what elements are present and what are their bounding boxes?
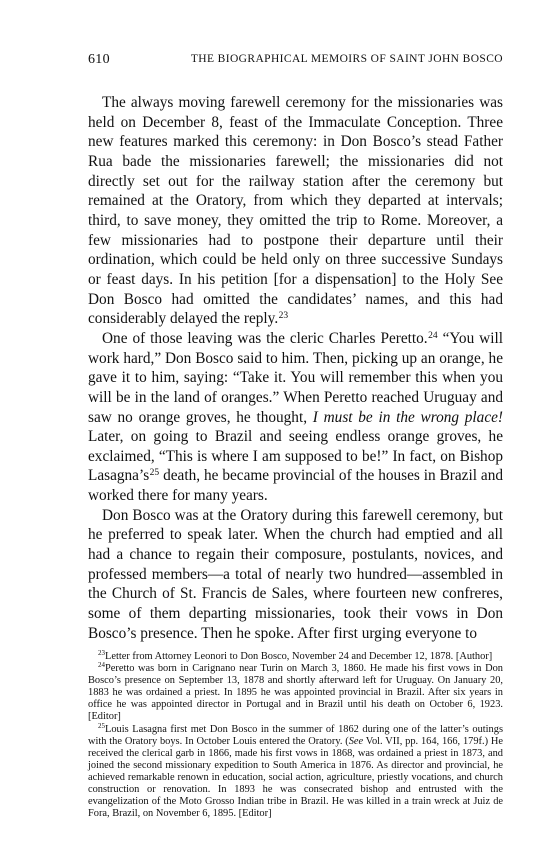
footnote-text: Peretto was born in Carignano near Turin on March 3, 1860. He made his first vows in Don Bosco’s presence on September 13, 1878 and shortly afterward left for Uruguay. On January 20, 1883 he was ordained a priest. In 1895 he was appointed provincial in Brazil. After six years in office he was appointed director in Portugal and in Brazil until his death on October 6, 1923. [Editor] [88, 663, 503, 723]
footnote-text: Letter from Attorney Leonori to Don Bosco, November 24 and December 12, 1878. [Author] [105, 651, 493, 662]
paragraph-peretto [88, 329, 503, 506]
footnote-ref-24: 24 [428, 330, 438, 341]
footnote-24 [88, 663, 503, 723]
paragraph-text: death, he became provincial of the houses in Brazil and worked there for many years. [88, 467, 503, 505]
footnote-number: 25 [98, 721, 105, 730]
main-text [88, 93, 503, 643]
footnote-number: 23 [98, 649, 105, 658]
paragraph-farewell-ceremony [88, 93, 503, 329]
footnote-23 [88, 651, 503, 663]
paragraph-text: The always moving farewell ceremony for the missionaries was held on December 8, feast of the Immaculate Conception. Three new features marked this ceremony: in Don Bosco’s stead Father Rua bade the missionaries farewell; the missionaries did not directly set out for the railway station after the ceremony but remained at the Oratory, from which they departed at intervals; third, to save money, they omitted the trip to Rome. Moreover, a few missionaries had to postpone their departure until their ordination, which could be held only on three successive Sundays or feast days. In his petition [for a dispensation] to the Holy See Don Bosco had omitted the candidates’ names, and this had considerably delayed the reply. [88, 94, 503, 328]
footnotes [88, 651, 503, 820]
paragraph-vows [88, 506, 503, 644]
paragraph-text: Don Bosco was at the Oratory during this farewell ceremony, but he preferred to speak later. When the church had emptied and all had a chance to regain their composure, postulants, novices, and professed members—a total of nearly two hundred—assembled in the Church of St. Francis de Sales, where fourteen new confreres, some of them departing missionaries, took their vows in Don Bosco’s presence. Then he spoke. After first urging everyone to [88, 506, 503, 642]
footnote-ref-25: 25 [149, 468, 160, 479]
footnote-text: Vol. VII, pp. 164, 166, 179f.) He received the clerical garb in 1866, made his first vows in 1868, was ordained a priest in 1873, and joined the second missionary expedition to South America in 1876. As director and provincial, he achieved remarkable renown in education, social action, agriculture, priestly vocations, and church construction or renovation. In 1893 he was consecrated bishop and entrusted with the evangelization of the Moto Grosso Indian tribe in Brazil. He was killed in a train wreck at Juiz de Fora, Brazil, on November 6, 1895. [Editor] [88, 735, 504, 820]
paragraph-text: “You will work hard,” Don Bosco said to him. Then, picking up an orange, he gave it to him, saying: “Take it. You will remember this when you will be in the land of oranges.” When Peretto reached Uruguay and saw no orange groves, he thought, [88, 329, 503, 426]
page-number: 610 [88, 52, 110, 67]
page-header [88, 52, 503, 72]
footnote-number: 24 [98, 661, 105, 670]
footnote-see: See [348, 735, 364, 747]
italic-quote: I must be in the wrong place! [312, 408, 504, 426]
running-title: THE BIOGRAPHICAL MEMOIRS OF SAINT JOHN BOSCO [190, 53, 503, 65]
paragraph-text: One of those leaving was the cleric Charles Peretto. [102, 329, 428, 347]
footnote-25 [88, 721, 504, 821]
footnote-ref-23: 23 [278, 311, 289, 321]
paragraph-text: Later, on going to Brazil and seeing endless orange groves, he exclaimed, “This is where I am supposed to be!” In fact, on Bishop Lasagna’s [88, 428, 503, 485]
footnote-text: Louis Lasagna first met Don Bosco in the summer of 1862 during one of the latter’s outings with the Oratory boys. In October Louis entered the Oratory. ( [88, 723, 503, 747]
